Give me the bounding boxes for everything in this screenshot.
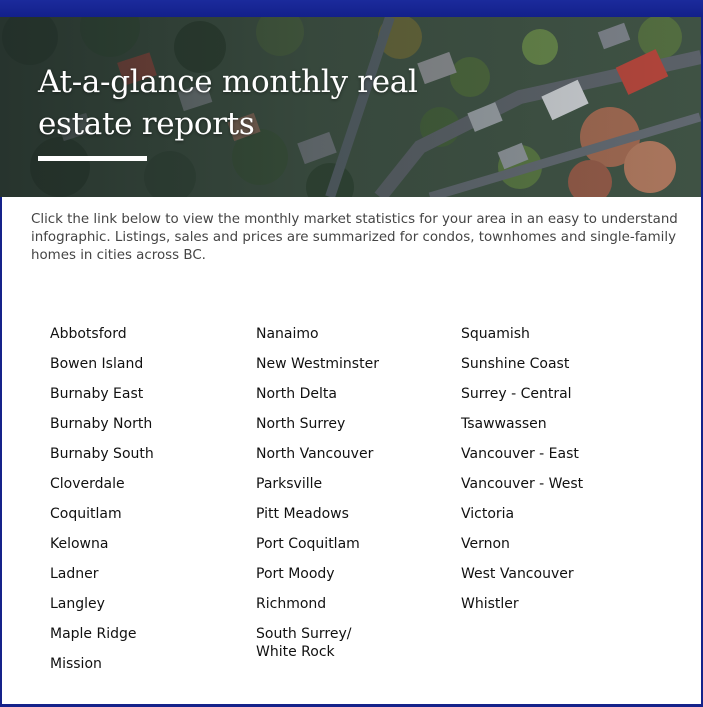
city-link[interactable] xyxy=(50,655,250,673)
city-link-port-moody[interactable]: Port Moody xyxy=(256,566,335,582)
city-link-ladner[interactable]: Ladner xyxy=(50,566,99,582)
city-link[interactable] xyxy=(256,505,456,523)
city-link-kelowna[interactable]: Kelowna xyxy=(50,536,109,552)
city-link[interactable] xyxy=(50,625,250,643)
city-link-sunshine-coast[interactable]: Sunshine Coast xyxy=(461,356,570,372)
city-link-squamish[interactable]: Squamish xyxy=(461,326,530,342)
city-link[interactable] xyxy=(461,535,661,553)
city-link[interactable] xyxy=(256,595,456,613)
city-link-west-vancouver[interactable]: West Vancouver xyxy=(461,566,574,582)
city-link[interactable] xyxy=(256,445,456,463)
city-list-column-3 xyxy=(461,325,661,625)
city-link-burnaby-north[interactable]: Burnaby North xyxy=(50,416,153,432)
city-link[interactable] xyxy=(50,415,250,433)
city-link[interactable] xyxy=(50,385,250,403)
city-link-vancouver-west[interactable]: Vancouver - West xyxy=(461,476,584,492)
city-link-cloverdale[interactable]: Cloverdale xyxy=(50,476,125,492)
city-link[interactable] xyxy=(461,355,661,373)
city-link-victoria[interactable]: Victoria xyxy=(461,506,515,522)
hero-banner xyxy=(0,17,701,197)
city-link-maple-ridge[interactable]: Maple Ridge xyxy=(50,626,137,642)
city-link-port-coquitlam[interactable]: Port Coquitlam xyxy=(256,536,360,552)
city-link[interactable] xyxy=(256,535,456,553)
city-link-coquitlam[interactable]: Coquitlam xyxy=(50,506,122,522)
city-link-new-westminster[interactable]: New Westminster xyxy=(256,356,379,372)
city-link-mission[interactable]: Mission xyxy=(50,656,102,672)
city-link[interactable] xyxy=(256,325,456,343)
city-link[interactable] xyxy=(461,595,661,613)
page-title: At-a-glance monthly real estate reports xyxy=(38,64,418,142)
city-link[interactable] xyxy=(50,595,250,613)
city-link-bowen-island[interactable]: Bowen Island xyxy=(50,356,144,372)
city-link-south-surrey-white-rock[interactable]: South Surrey/ White Rock xyxy=(256,626,352,660)
city-link[interactable] xyxy=(256,475,456,493)
city-link-tsawwassen[interactable]: Tsawwassen xyxy=(461,416,547,432)
city-link[interactable] xyxy=(256,565,456,583)
city-link[interactable] xyxy=(461,325,661,343)
city-link[interactable] xyxy=(256,385,456,403)
city-link-whistler[interactable]: Whistler xyxy=(461,596,519,612)
top-bar xyxy=(0,0,703,17)
city-list-column-2 xyxy=(256,325,456,673)
main-content xyxy=(2,197,701,704)
city-link[interactable] xyxy=(461,475,661,493)
city-link[interactable] xyxy=(50,535,250,553)
city-link-nanaimo[interactable]: Nanaimo xyxy=(256,326,319,342)
city-link-north-delta[interactable]: North Delta xyxy=(256,386,337,402)
city-link-surrey-central[interactable]: Surrey - Central xyxy=(461,386,572,402)
title-underline xyxy=(38,156,147,161)
city-link[interactable] xyxy=(50,475,250,493)
city-link-burnaby-east[interactable]: Burnaby East xyxy=(50,386,144,402)
city-list-column-1 xyxy=(50,325,250,685)
city-link[interactable] xyxy=(461,445,661,463)
city-link-north-surrey[interactable]: North Surrey xyxy=(256,416,346,432)
city-link-parksville[interactable]: Parksville xyxy=(256,476,323,492)
city-link[interactable] xyxy=(50,325,250,343)
city-link-langley[interactable]: Langley xyxy=(50,596,105,612)
city-link[interactable] xyxy=(256,625,456,661)
city-link-north-vancouver[interactable]: North Vancouver xyxy=(256,446,374,462)
city-link[interactable] xyxy=(461,505,661,523)
city-link[interactable] xyxy=(461,415,661,433)
city-link-vancouver-east[interactable]: Vancouver - East xyxy=(461,446,579,462)
city-link[interactable] xyxy=(256,355,456,373)
city-link-abbotsford[interactable]: Abbotsford xyxy=(50,326,127,342)
city-link[interactable] xyxy=(256,415,456,433)
city-link-burnaby-south[interactable]: Burnaby South xyxy=(50,446,154,462)
city-link[interactable] xyxy=(461,565,661,583)
intro-text: Click the link below to view the monthly market statistics for your area in an easy to understand infographic. Listings, sales and prices are summarized for condos, townhomes and single-family homes in cities across BC. xyxy=(31,212,678,263)
city-link-vernon[interactable]: Vernon xyxy=(461,536,510,552)
city-link[interactable] xyxy=(461,385,661,403)
city-link[interactable] xyxy=(50,355,250,373)
city-link-richmond[interactable]: Richmond xyxy=(256,596,327,612)
city-link[interactable] xyxy=(50,445,250,463)
city-link[interactable] xyxy=(50,505,250,523)
city-link-pitt-meadows[interactable]: Pitt Meadows xyxy=(256,506,349,522)
city-link[interactable] xyxy=(50,565,250,583)
